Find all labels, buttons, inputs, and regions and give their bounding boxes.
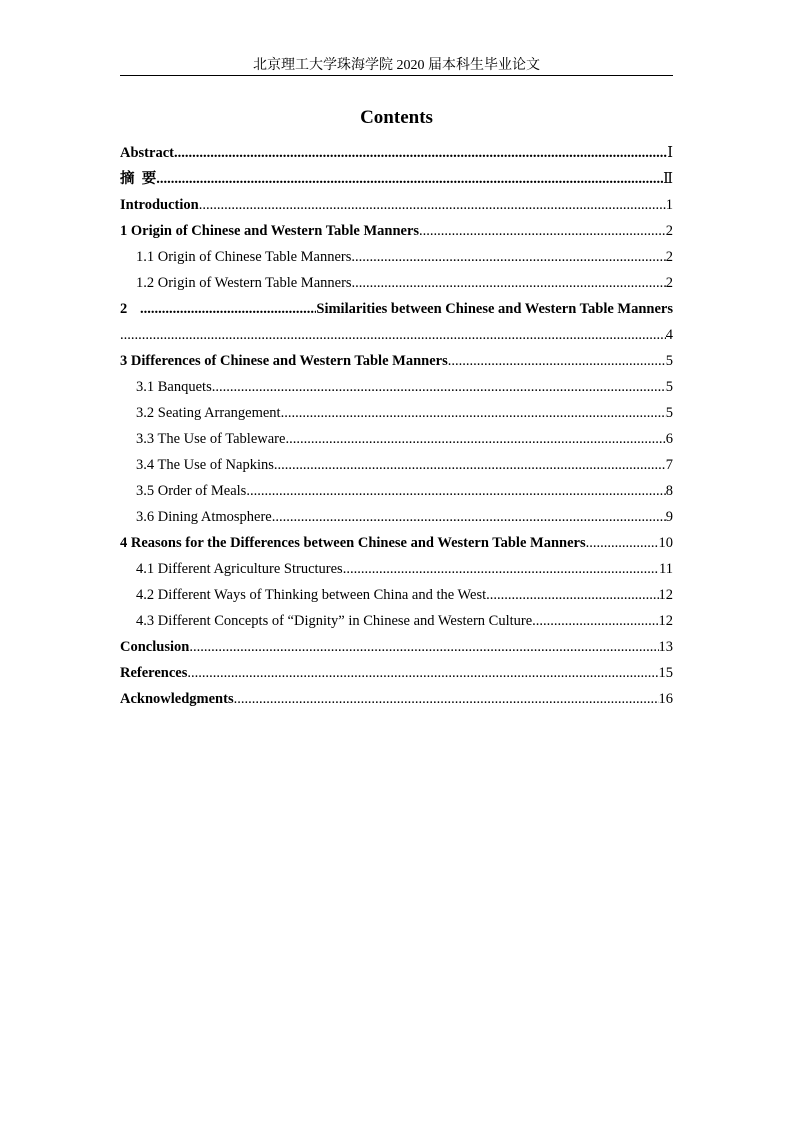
toc-leader-dots — [281, 400, 666, 426]
toc-entry-section-3-3[interactable] — [120, 426, 673, 452]
toc-entry-page: 2 — [665, 223, 673, 239]
toc-entry-chapter-2-continuation[interactable] — [120, 322, 673, 348]
toc-leader-dots — [156, 166, 663, 192]
toc-leader-dots — [419, 218, 666, 244]
toc-leader-dots — [246, 478, 665, 504]
toc-entry-section-3-1[interactable] — [120, 374, 673, 400]
toc-entry-label: 3.6 Dining Atmosphere — [136, 509, 272, 525]
toc-entry-page: 9 — [665, 509, 673, 525]
toc-entry-label: Similarities between Chinese and Western Table Manners — [316, 301, 673, 317]
toc-entry-section-3-5[interactable] — [120, 478, 673, 504]
toc-entry-introduction[interactable] — [120, 192, 673, 218]
toc-entry-page: 12 — [658, 587, 673, 603]
toc-entry-section-4-2[interactable] — [120, 582, 673, 608]
toc-entry-section-4-1[interactable] — [120, 556, 673, 582]
toc-entry-label: 1.2 Origin of Western Table Manners — [136, 275, 352, 291]
toc-entry-page: 4 — [665, 327, 673, 343]
toc-leader-dots — [234, 686, 659, 712]
toc-entry-chapter-2[interactable] — [120, 296, 673, 322]
toc-entry-page: 11 — [659, 561, 673, 577]
toc-entry-number: 2 — [120, 301, 128, 317]
page-header: 北京理工大学珠海学院 2020 届本科生毕业论文 — [253, 58, 540, 73]
toc-entry-references[interactable] — [120, 660, 673, 686]
toc-entry-label: 4 Reasons for the Differences between Chinese and Western Table Manners — [120, 535, 586, 551]
toc-entry-page: Ⅱ — [663, 171, 673, 187]
page-title: Contents — [360, 107, 433, 128]
toc-leader-dots — [120, 322, 666, 348]
toc-entry-conclusion[interactable] — [120, 634, 673, 660]
toc-leader-dots — [486, 582, 658, 608]
toc-leader-dots — [351, 244, 665, 270]
toc-entry-page: 10 — [658, 535, 673, 551]
toc-entry-section-3-2[interactable] — [120, 400, 673, 426]
toc-entry-label: Conclusion — [120, 639, 190, 655]
toc-entry-section-4-3[interactable] — [120, 608, 673, 634]
toc-entry-page: 12 — [658, 613, 673, 629]
toc-leader-dots — [212, 374, 666, 400]
toc-entry-page: 8 — [665, 483, 673, 499]
toc-entry-label: 3.4 The Use of Napkins — [136, 457, 274, 473]
toc-leader-dots — [448, 348, 666, 374]
toc-entry-page: 6 — [665, 431, 673, 447]
toc-entry-label: 1.1 Origin of Chinese Table Manners — [136, 249, 352, 265]
toc-entry-page: 5 — [665, 379, 673, 395]
toc-leader-dots — [187, 660, 658, 686]
toc-entry-page: 5 — [665, 353, 673, 369]
toc-entry-section-1-1[interactable] — [120, 244, 673, 270]
toc-entry-label: Abstract — [120, 145, 174, 161]
toc-leader-dots — [272, 504, 666, 530]
toc-entry-section-1-2[interactable] — [120, 270, 673, 296]
toc-entry-label: 3 Differences of Chinese and Western Table Manners — [120, 353, 448, 369]
toc-entry-page: 2 — [665, 249, 673, 265]
toc-entry-label: 3.2 Seating Arrangement — [136, 405, 281, 421]
toc-leader-dots — [274, 452, 666, 478]
toc-entry-chapter-3[interactable] — [120, 348, 673, 374]
toc-entry-label: 4.1 Different Agriculture Structures — [136, 561, 343, 577]
header-divider — [120, 75, 673, 76]
toc-entry-label: 4.3 Different Concepts of “Dignity” in Chinese and Western Culture — [136, 613, 533, 629]
toc-entry-acknowledgments[interactable] — [120, 686, 673, 712]
toc-entry-label: 4.2 Different Ways of Thinking between China and the West — [136, 587, 487, 603]
toc-entry-page: Ⅰ — [667, 145, 673, 161]
toc-entry-label: Introduction — [120, 197, 199, 213]
toc-entry-zhaiyao[interactable] — [120, 166, 673, 192]
toc-entry-label: 摘 要 — [120, 171, 157, 187]
toc-entry-label: 1 Origin of Chinese and Western Table Manners — [120, 223, 420, 239]
toc-entry-section-3-6[interactable] — [120, 504, 673, 530]
toc-entry-page: 2 — [665, 275, 673, 291]
toc-leader-dots — [285, 426, 665, 452]
toc-leader-dots — [140, 296, 316, 322]
table-of-contents — [120, 140, 673, 712]
toc-leader-dots — [174, 140, 667, 166]
toc-entry-label: References — [120, 665, 188, 681]
toc-entry-page: 1 — [665, 197, 673, 213]
toc-entry-page: 13 — [658, 639, 673, 655]
toc-entry-label: 3.3 The Use of Tableware — [136, 431, 286, 447]
toc-entry-chapter-1[interactable] — [120, 218, 673, 244]
toc-entry-abstract[interactable] — [120, 140, 673, 166]
toc-entry-label: 3.1 Banquets — [136, 379, 212, 395]
toc-entry-page: 16 — [658, 691, 673, 707]
toc-leader-dots — [199, 192, 666, 218]
toc-leader-dots — [352, 270, 666, 296]
toc-entry-page: 7 — [665, 457, 673, 473]
toc-leader-dots — [532, 608, 658, 634]
toc-leader-dots — [586, 530, 659, 556]
toc-entry-page: 5 — [665, 405, 673, 421]
toc-entry-section-3-4[interactable] — [120, 452, 673, 478]
toc-leader-dots — [189, 634, 658, 660]
toc-entry-label: 3.5 Order of Meals — [136, 483, 247, 499]
toc-entry-label: Acknowledgments — [120, 691, 234, 707]
toc-entry-page: 15 — [658, 665, 673, 681]
toc-leader-dots — [343, 556, 659, 582]
toc-entry-chapter-4[interactable] — [120, 530, 673, 556]
